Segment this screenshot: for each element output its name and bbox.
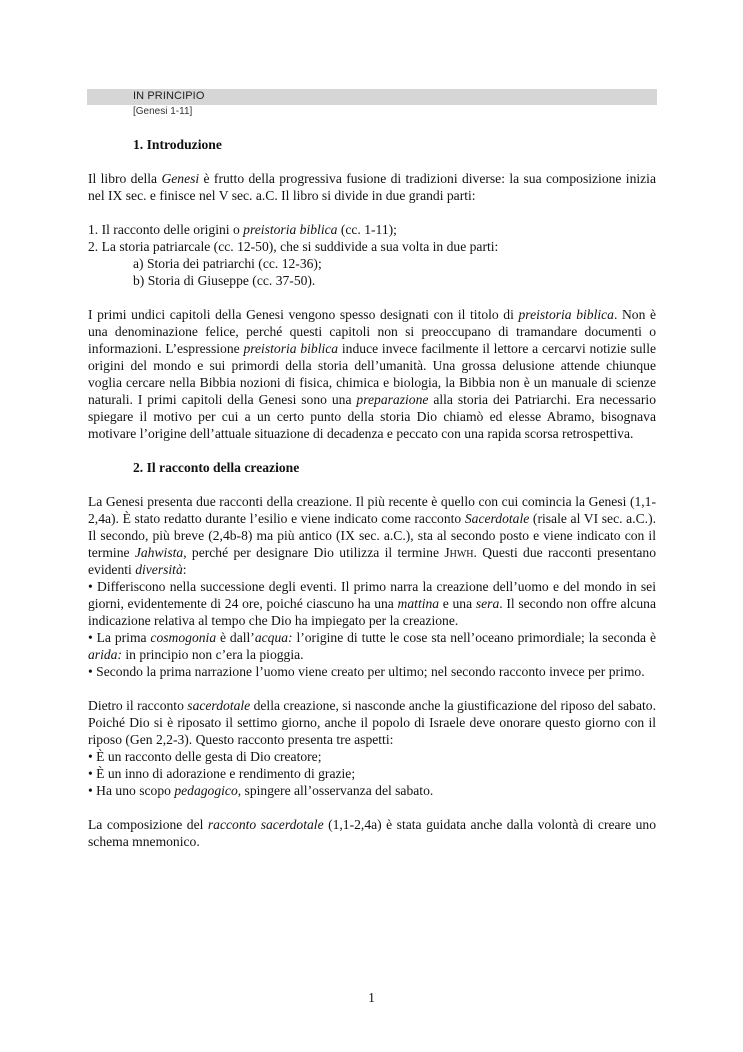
paragraph-sabato: Dietro il racconto sacerdotale della creazione, si nasconde anche la giustificazione del riposo del sabato. Poiché Dio si è riposato il settimo giorno, anche il popolo di Israele deve onorare questo giorno con il riposo (Gen 2,2-3). Questo racconto presenta tre aspetti: — [88, 698, 656, 747]
section-heading-introduzione: 1. Introduzione — [133, 137, 222, 152]
bullet-item: • Ha uno scopo pedagogico, spingere all’osservanza del sabato. — [88, 783, 434, 798]
bullet-item: • La prima cosmogonia è dall’acqua: l’origine di tutte le cose sta nell’oceano primordiale; la seconda è arida: in principio non c’era la pioggia. — [88, 630, 656, 662]
parts-list — [88, 221, 656, 289]
paragraph-intro: Il libro della Genesi è frutto della progressiva fusione di tradizioni diverse: la sua composizione inizia nel IX sec. e finisce nel V sec. a.C. Il libro si divide in due grandi parti: — [88, 171, 656, 203]
section-heading-creazione: 2. Il racconto della creazione — [133, 460, 300, 475]
document-body — [88, 136, 656, 850]
bullet-item: • È un inno di adorazione e rendimento di grazie; — [88, 766, 356, 781]
bullet-item: • Secondo la prima narrazione l’uomo viene creato per ultimo; nel secondo racconto invece per primo. — [88, 664, 645, 679]
sub-list-item: a) Storia dei patriarchi (cc. 12-36); — [133, 256, 322, 271]
paragraph-due-racconti: La Genesi presenta due racconti della creazione. Il più recente è quello con cui comincia la Genesi (1,1-2,4a). È stato redatto durante l’esilio e viene indicato come racconto Sacerdotale (risale al VI sec. a.C.). Il secondo, più breve (2,4b-8) ma più antico (IX sec. a.C.), sta al secondo posto e viene indicato con il termine Jahwista, perché per designare Dio utilizza il termine Jhwh. Questi due racconti presentano evidenti diversità: — [88, 494, 656, 577]
header-title: IN PRINCIPIO — [133, 90, 205, 102]
list-item: 1. Il racconto delle origini o preistoria biblica (cc. 1-11); — [88, 222, 397, 237]
list-item: 2. La storia patriarcale (cc. 12-50), che si suddivide a sua volta in due parti: — [88, 239, 499, 254]
paragraph-preistoria: I primi undici capitoli della Genesi vengono spesso designati con il titolo di preistoria biblica. Non è una denominazione felice, perché questi capitoli non si preoccupano di tramandare documenti o informazioni. L’espressione preistoria biblica induce invece facilmente il lettore a cercarvi notizie sulle origini del mondo e sui primordi della storia dell’umanità. Una grossa delusione attende chiunque voglia cercare nella Bibbia nozioni di fisica, chimica e biologia, la Bibbia non è un manuale di scienze naturali. I primi capitoli della Genesi sono una preparazione alla storia dei Patriarchi. Era necessario spiegare il motivo per cui a un certo punto della storia Dio chiamò ed elesse Abramo, bisognava motivare l’origine dell’attuale situazione di decadenza e peccato con una rapida scorsa retrospettiva. — [88, 307, 657, 441]
paragraph-schema-mnemonico: La composizione del racconto sacerdotale (1,1-2,4a) è stata guidata anche dalla volontà di creare uno schema mnemonico. — [88, 817, 656, 849]
bullet-item: • Differiscono nella successione degli eventi. Il primo narra la creazione dell’uomo e del mondo in sei giorni, evidentemente di 24 ore, poiché ciascuno ha una mattina e una sera. Il secondo non offre alcuna indicazione relativa al tempo che Dio ha impiegato per la creazione. — [88, 579, 657, 628]
sub-list-item: b) Storia di Giuseppe (cc. 37-50). — [133, 273, 316, 288]
header-subtitle: [Genesi 1-11] — [133, 106, 193, 117]
page-number: 1 — [368, 990, 375, 1005]
bullet-item: • È un racconto delle gesta di Dio creatore; — [88, 749, 322, 764]
